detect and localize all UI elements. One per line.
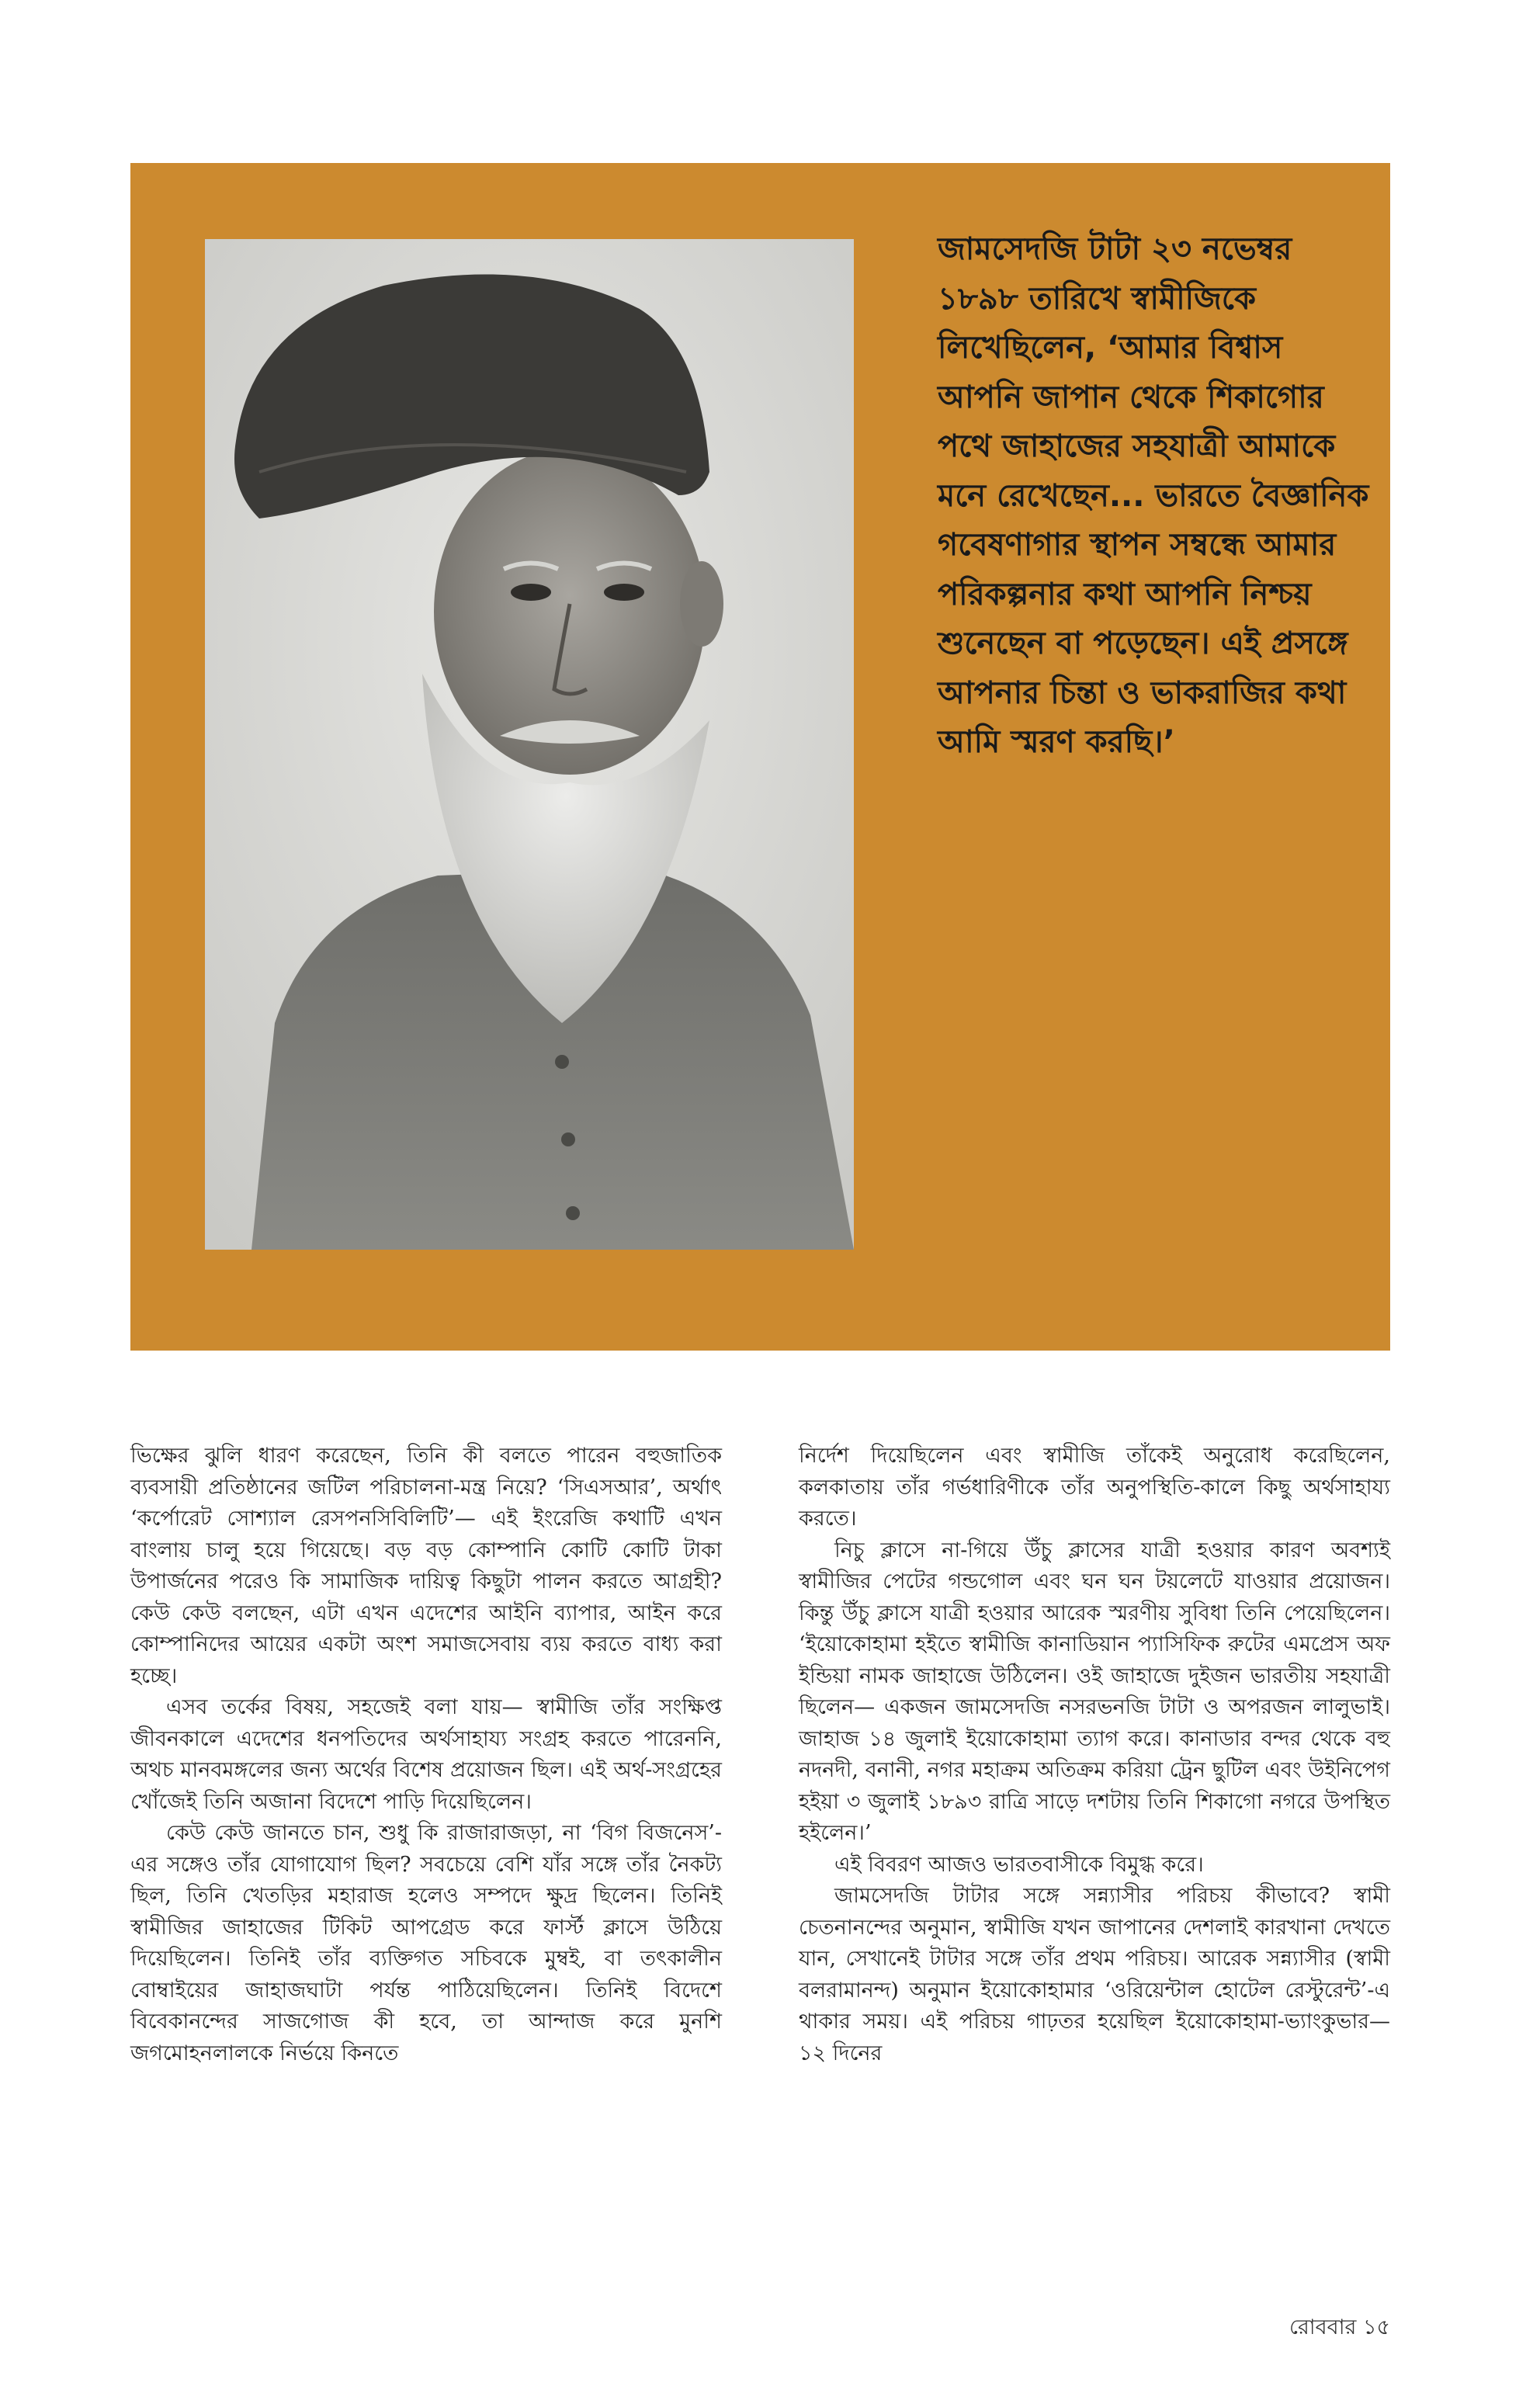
paragraph: নির্দেশ দিয়েছিলেন এবং স্বামীজি তাঁকেই অনুরোধ করেছিলেন, কলকাতায় তাঁর গর্ভধারিণীকে তাঁর অনুপস্থিতি-কালে কিছু অর্থসাহায্য করতে। (799, 1444, 1390, 1531)
paragraph: জামসেদজি টাটার সঙ্গে সন্ন্যাসীর পরিচয় কীভাবে? স্বামী চেতনানন্দের অনুমান, স্বামীজি যখন জাপানের দেশলাই কারখানা দেখতে যান, সেখানেই টাটার সঙ্গে তাঁর প্রথম পরিচয়। আরেক সন্ন্যাসীর (স্বামী বলরামানন্দ) অনুমান ইয়োকোহামার ‘ওরিয়েন্টাল হোটেল রেস্টুরেন্ট’-এ থাকার সময়। এই পরিচয় গাঢ়তর হয়েছিল ইয়োকোহামা-ভ্যাংকুভার— ১২ দিনের (799, 1884, 1390, 2065)
paragraph: নিচু ক্লাসে না-গিয়ে উঁচু ক্লাসের যাত্রী হওয়ার কারণ অবশ্যই স্বামীজির পেটের গন্ডগোল এবং ঘন ঘন টয়লেটে যাওয়ার প্রয়োজন। কিন্তু উঁচু ক্লাসে যাত্রী হওয়ার আরেক স্মরণীয় সুবিধা তিনি পেয়েছিলেন। ‘ইয়োকোহামা হইতে স্বামীজি কানাডিয়ান প্যাসিফিক রুটের এমপ্রেস অফ ইন্ডিয়া নামক জাহাজে উঠিলেন। ওই জাহাজে দুইজন ভারতীয় সহযাত্রী ছিলেন— একজন জামসেদজি নসরভনজি টাটা ও অপরজন লালুভাই। জাহাজ ১৪ জুলাই ইয়োকোহামা ত্যাগ করে। কানাডার বন্দর থেকে বহু নদনদী, বনানী, নগর মহাক্রম অতিক্রম করিয়া ট্রেন ছুটিল এবং উইনিপেগ হইয়া ৩ জুলাই ১৮৯৩ রাত্রি সাড়ে দশটায় তিনি শিকাগো নগরে উপস্থিত হইলেন।’ (799, 1538, 1390, 1845)
paragraph: ভিক্ষের ঝুলি ধারণ করেছেন, তিনি কী বলতে পারেন বহুজাতিক ব্যবসায়ী প্রতিষ্ঠানের জটিল পরিচালনা-মন্ত্র নিয়ে? ‘সিএসআর’, অর্থাৎ ‘কর্পোরেট সোশ্যাল রেসপনসিবিলিটি’— এই ইংরেজি কথাটি এখন বাংলায় চালু হয়ে গিয়েছে। বড় বড় কোম্পানি কোটি কোটি টাকা উপার্জনের পরেও কি সামাজিক দায়িত্ব কিছুটা পালন করতে আগ্রহী? কেউ কেউ বলছেন, এটা এখন এদেশের আইনি ব্যাপার, আইন করে কোম্পানিদের আয়ের একটা অংশ সমাজসেবায় ব্যয় করতে বাধ্য করা হচ্ছে। (130, 1444, 722, 1688)
article-column-left (130, 1441, 722, 2069)
article-body (130, 1441, 1390, 2186)
portrait-photo (205, 239, 854, 1250)
article-column-right (799, 1441, 1390, 2069)
feature-box (130, 163, 1390, 1351)
paragraph: এই বিবরণ আজও ভারতবাসীকে বিমুগ্ধ করে। (834, 1852, 1204, 1877)
page-footer: রোববার ১৫ (1289, 2315, 1390, 2339)
paragraph: কেউ কেউ জানতে চান, শুধু কি রাজারাজড়া, না ‘বিগ বিজনেস’-এর সঙ্গেও তাঁর যোগাযোগ ছিল? সবচেয়ে বেশি যাঁর সঙ্গে তাঁর নৈকট্য ছিল, তিনি খেতড়ির মহারাজ হলেও সম্পদে ক্ষুদ্র ছিলেন। তিনিই স্বামীজির জাহাজের টিকিট আপগ্রেড করে ফার্স্ট ক্লাসে উঠিয়ে দিয়েছিলেন। তিনিই তাঁর ব্যক্তিগত সচিবকে মুম্বই, বা তৎকালীন বোম্বাইয়ের জাহাজঘাটা পর্যন্ত পাঠিয়েছিলেন। তিনিই বিদেশে বিবেকানন্দের সাজগোজ কী হবে, তা আন্দাজ করে মুনশি জগমোহনলালকে নির্ভয়ে কিনতে (130, 1821, 722, 2065)
pull-quote: জামসেদজি টাটা ২৩ নভেম্বর ১৮৯৮ তারিখে স্বামীজিকে লিখেছিলেন, ‘আমার বিশ্বাস আপনি জাপান থেকে শিকাগোর পথে জাহাজের সহযাত্রী আমাকে মনে রেখেছেন... ভারতে বৈজ্ঞানিক গবেষণাগার স্থাপন সম্বন্ধে আমার পরিকল্পনার কথা আপনি নিশ্চয় শুনেছেন বা পড়েছেন। এই প্রসঙ্গে আপনার চিন্তা ও ভাকরাজির কথা আমি স্মরণ করছি।’ (938, 231, 1369, 760)
paragraph: এসব তর্কের বিষয়, সহজেই বলা যায়— স্বামীজি তাঁর সংক্ষিপ্ত জীবনকালে এদেশের ধনপতিদের অর্থসাহায্য সংগ্রহ করতে পারেননি, অথচ মানবমঙ্গলের জন্য অর্থের বিশেষ প্রয়োজন ছিল। এই অর্থ-সংগ্রহের খোঁজেই তিনি অজানা বিদেশে পাড়ি দিয়েছিলেন। (130, 1695, 722, 1814)
portrait-illustration (205, 239, 854, 1250)
